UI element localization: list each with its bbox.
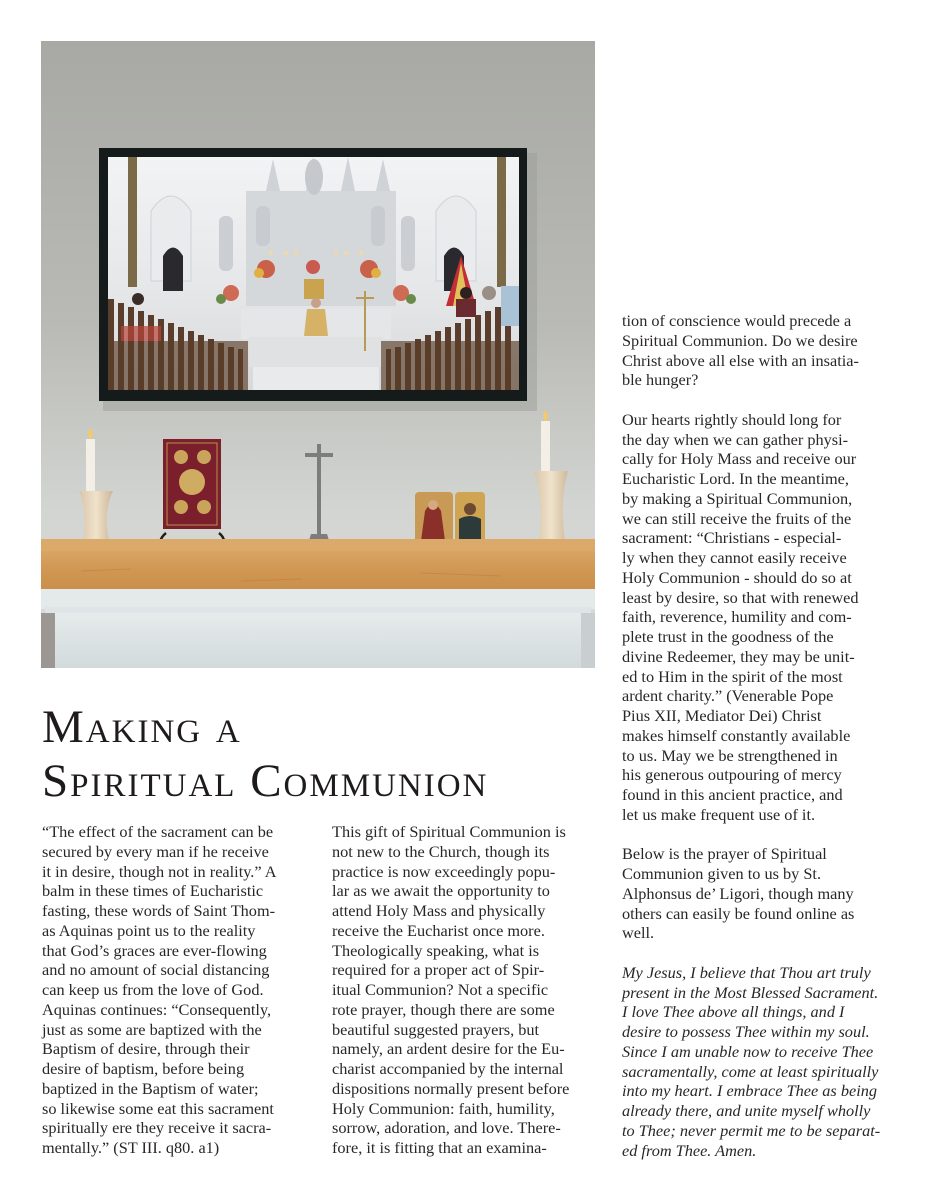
prayer-line: into my heart. I embrace Thee as being (622, 1081, 878, 1101)
text-line: it in desire, though not in reality.” A (42, 861, 277, 881)
wooden-shelf (41, 539, 595, 589)
title-line-2: Spiritual Communion (42, 755, 489, 807)
prayer-line: desire to possess Thee within my soul. (622, 1022, 870, 1041)
text-line: practice is now exceedingly popu- (332, 861, 556, 881)
text-line: Pius XII, Mediator Dei) Christ (622, 706, 822, 725)
text-line: itual Communion? Not a specific (332, 980, 549, 999)
text-line: fore, it is fitting that an examina- (332, 1138, 547, 1157)
article-column-2 (332, 822, 602, 1158)
text-line: Alphonsus de’ Ligori, though many (622, 883, 854, 903)
text-line: tion of conscience would precede a (622, 311, 852, 330)
text-line: Communion given to us by St. (622, 864, 822, 883)
title-line-1: Making a (42, 701, 242, 753)
text-line: desire of baptism, before being (42, 1059, 245, 1078)
text-line: Holy Communion - should do so at (622, 567, 852, 587)
text-line: let us make frequent use of it. (622, 804, 816, 824)
article-column-1 (42, 822, 312, 1158)
text-line: Christ above all else with an insatia- (622, 350, 859, 370)
text-line: Eucharistic Lord. In the meantime, (622, 469, 849, 488)
text-line: charist accompanied by the internal (332, 1059, 564, 1078)
prayer-line: sacramentally, come at least spiritually (622, 1061, 879, 1081)
text-line: by making a Spiritual Communion, (622, 488, 853, 508)
text-line: can keep us from the love of God. (42, 980, 264, 999)
text-line: makes himself constantly available (622, 725, 851, 745)
text-line: others can easily be found online as (622, 903, 855, 923)
text-line: ly when they cannot easily receive (622, 548, 847, 567)
text-line: rote prayer, though there are some (332, 999, 555, 1019)
prayer-line: Since I am unable now to receive Thee (622, 1041, 874, 1061)
text-line: This gift of Spiritual Communion is (332, 822, 566, 841)
text-line: receive the Eucharist once more. (332, 920, 545, 940)
text-line: beautiful suggested prayers, but (332, 1019, 540, 1039)
text-line: that God’s graces are ever-flowing (42, 940, 267, 960)
prayer-line: ed from Thee. Amen. (622, 1140, 757, 1160)
text-line: plete trust in the goodness of the (622, 627, 834, 646)
text-line: Our hearts rightly should long for (622, 409, 842, 429)
article-title (42, 700, 612, 808)
text-line: ardent charity.” (Venerable Pope (622, 686, 834, 706)
text-line: spiritually ere they receive it sacra- (42, 1118, 272, 1138)
text-line: sacrament: “Christians - especial- (622, 528, 842, 548)
text-line: baptized in the Baptism of water; (42, 1078, 259, 1098)
text-line: divine Redeemer, they may be unit- (622, 646, 855, 666)
text-line: Below is the prayer of Spiritual (622, 844, 827, 864)
text-line: required for a proper act of Spir- (332, 960, 545, 980)
text-line: Theologically speaking, what is (332, 940, 540, 960)
prayer-of-spiritual-communion (622, 963, 902, 1161)
text-line: and no amount of social distancing (42, 960, 270, 980)
paragraph-spacer (622, 825, 902, 845)
text-line: sorrow, adoration, and love. There- (332, 1118, 561, 1138)
text-line: the day when we can gather physi- (622, 429, 849, 449)
text-line: not new to the Church, though its (332, 841, 550, 861)
prayer-line: present in the Most Blessed Sacrament. (622, 982, 879, 1002)
prayer-line: My Jesus, I believe that Thou art truly (622, 962, 871, 982)
text-line: Baptism of desire, through their (42, 1039, 250, 1059)
text-line: Holy Communion: faith, humility, (332, 1098, 555, 1118)
text-line: namely, an ardent desire for the Eu- (332, 1039, 565, 1059)
paragraph-spacer (622, 390, 902, 410)
text-line: dispositions normally present before (332, 1078, 570, 1098)
prayer-line: already there, and unite myself wholly (622, 1101, 871, 1120)
text-line: cally for Holy Mass and receive our (622, 449, 857, 469)
text-line: mentally.” (ST III. q80. a1) (42, 1138, 220, 1157)
paragraph-examination-continued (622, 311, 902, 390)
text-line: attend Holy Mass and physically (332, 901, 546, 920)
paragraph-gift-of-spiritual-communion (332, 822, 602, 1158)
text-line: “The effect of the sacrament can be (42, 822, 274, 841)
text-line: just as some are baptized with the (42, 1019, 262, 1039)
article-column-3 (622, 311, 902, 1160)
text-line: balm in these times of Eucharistic (42, 881, 264, 901)
white-mantel (41, 589, 595, 668)
text-line: to us. May we be strengthened in (622, 745, 838, 765)
text-line: fasting, these words of Saint Thom- (42, 901, 276, 920)
paragraph-prayer-intro (622, 844, 902, 943)
tv-screen (99, 148, 527, 401)
paragraph-spacer (622, 943, 902, 963)
text-line: we can still receive the fruits of the (622, 508, 852, 528)
prayer-line: to Thee; never permit me to be separat- (622, 1120, 881, 1140)
paragraph-aquinas (42, 822, 312, 1158)
article-photo-home-altar (41, 41, 595, 668)
text-line: Spiritual Communion. Do we desire (622, 330, 858, 350)
text-line: secured by every man if he receive (42, 841, 269, 861)
icons-diptych (415, 492, 485, 547)
prayer-line: I love Thee above all things, and I (622, 1002, 845, 1022)
text-line: ed to Him in the spirit of the most (622, 666, 843, 686)
text-line: so likewise some eat this sacrament (42, 1098, 274, 1118)
text-line: well. (622, 923, 655, 943)
text-line: faith, reverence, humility and com- (622, 607, 852, 627)
text-line: lar as we await the opportunity to (332, 881, 550, 901)
text-line: Aquinas continues: “Consequently, (42, 999, 272, 1019)
paragraph-our-hearts (622, 410, 902, 825)
text-line: least by desire, so that with renewed (622, 587, 859, 607)
text-line: found in this ancient practice, and (622, 785, 843, 804)
text-line: ble hunger? (622, 370, 699, 390)
text-line: his generous outpouring of mercy (622, 765, 842, 785)
text-line: as Aquinas point us to the reality (42, 920, 256, 940)
